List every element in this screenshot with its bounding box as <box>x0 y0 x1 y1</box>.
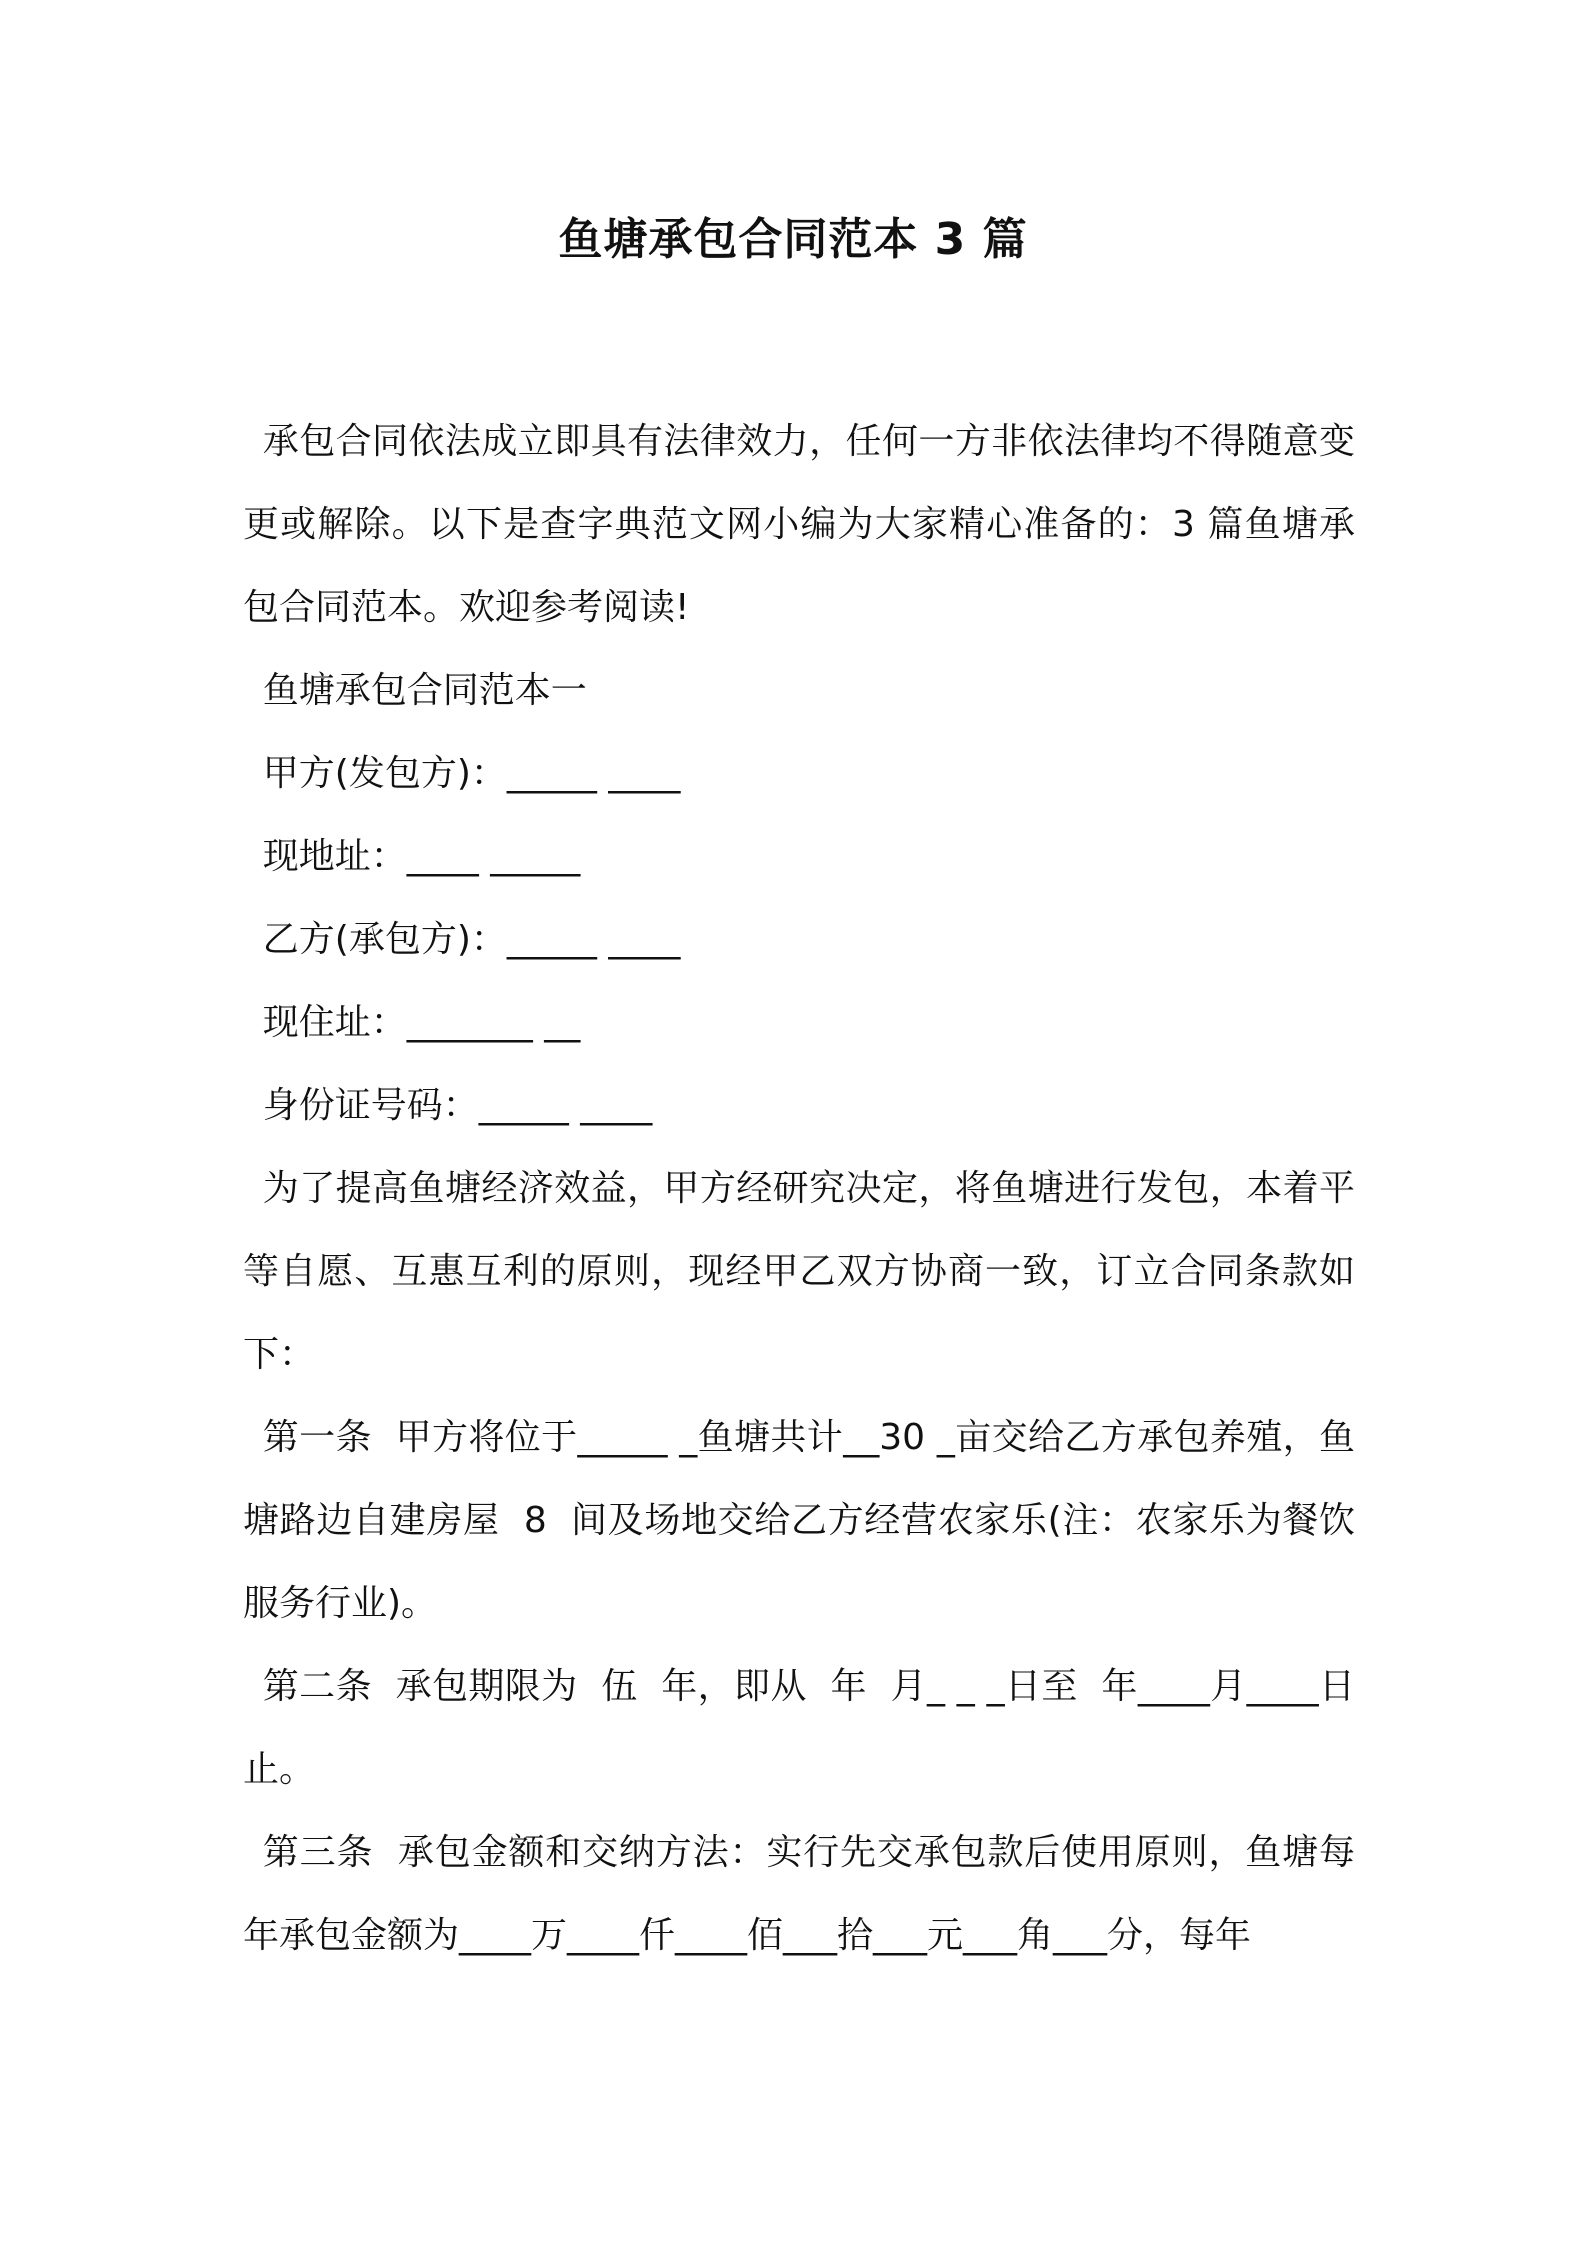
document-body <box>243 400 1355 1977</box>
id-number-line: 身份证号码：_____ ____ <box>262 1085 653 1126</box>
intro-paragraph: 承包合同依法成立即具有法律效力，任何一方非依法律均不得随意变更或解除。以下是查字典范文网小编为大家精心准备的：3 篇鱼塘承包合同范本。欢迎参考阅读! <box>243 421 1355 628</box>
section-heading: 鱼塘承包合同范本一 <box>262 670 587 711</box>
clause-3: 第三条 承包金额和交纳方法：实行先交承包款后使用原则，鱼塘每年承包金额为____万____仟____佰___拾___元___角___分，每年 <box>243 1832 1355 1956</box>
party-b-address-line: 现住址：_______ __ <box>262 1002 581 1043</box>
party-b-line: 乙方(承包方)：_____ ____ <box>262 919 681 960</box>
document-title: 鱼塘承包合同范本 3 篇 <box>558 214 1028 265</box>
party-a-line: 甲方(发包方)：_____ ____ <box>262 753 681 794</box>
clause-2: 第二条 承包期限为 伍 年，即从 年 月_ _ _日至 年____月____日止。 <box>243 1666 1355 1790</box>
clause-1: 第一条 甲方将位于_____ _鱼塘共计__30 _亩交给乙方承包养殖，鱼塘路边自建房屋 8 间及场地交给乙方经营农家乐(注：农家乐为餐饮服务行业)。 <box>243 1417 1355 1624</box>
preamble-paragraph: 为了提高鱼塘经济效益，甲方经研究决定，将鱼塘进行发包，本着平等自愿、互惠互利的原则，现经甲乙双方协商一致，订立合同条款如下： <box>243 1168 1355 1375</box>
party-a-address-line: 现地址：____ _____ <box>262 836 581 877</box>
